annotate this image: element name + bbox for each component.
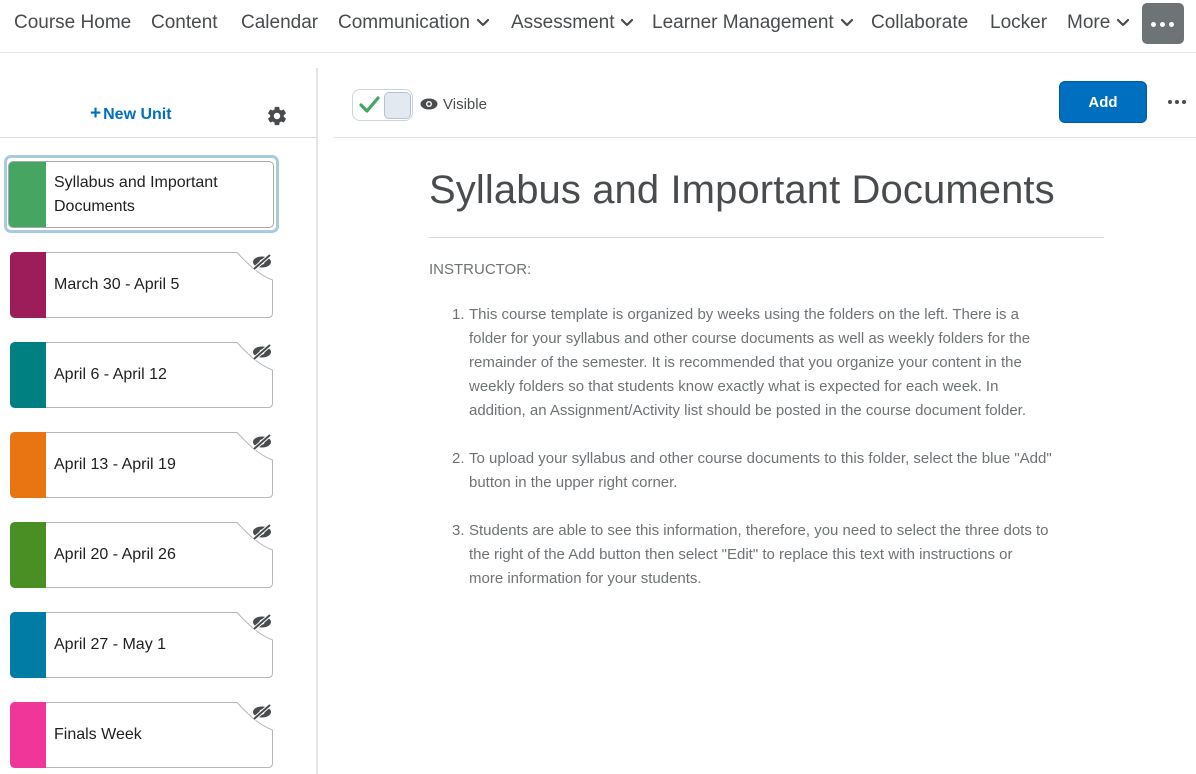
unit-color-stripe: [10, 702, 46, 768]
unit-color-stripe: [10, 522, 46, 588]
eye-slash-icon: [250, 613, 274, 631]
eye-slash-icon: [250, 703, 274, 721]
eye-slash-icon: [250, 523, 274, 541]
unit-label: April 27 - May 1: [54, 636, 167, 653]
unit-color-stripe: [10, 342, 46, 408]
nav-locker[interactable]: [990, 10, 1047, 36]
instruction-line: This course template is organized by weeks using the folders on the left. There is a: [469, 306, 1020, 323]
nav-more[interactable]: [1067, 10, 1130, 36]
ellipsis-icon-dot: [1182, 100, 1186, 104]
add-button-label: Add: [1088, 93, 1118, 111]
more-actions-button[interactable]: [1164, 93, 1190, 109]
instruction-line: remainder of the semester. It is recommended that you organize your content in the: [469, 354, 1022, 371]
nav-label: Collaborate: [871, 12, 969, 33]
instructions-list: [429, 303, 1119, 615]
eye-icon: [420, 97, 438, 111]
eye-slash-icon: [250, 433, 274, 451]
toggle-knob: [384, 92, 411, 119]
instruction-line: Students are able to see this information, therefore, you need to select the three dots to: [469, 522, 1049, 539]
chevron-down-icon: [620, 18, 634, 28]
checkmark-icon: [358, 95, 380, 115]
nav-communication[interactable]: [338, 10, 490, 36]
title-divider: [429, 237, 1104, 238]
eye-slash-icon: [250, 343, 274, 361]
new-unit-button[interactable]: [90, 104, 172, 125]
ellipsis-icon-dot: [1175, 100, 1179, 104]
unit-card-april-13[interactable]: [10, 432, 273, 498]
unit-card-april-20[interactable]: [10, 522, 273, 588]
unit-card-syllabus[interactable]: [8, 161, 274, 228]
unit-label: Finals Week: [54, 726, 142, 743]
unit-label: Syllabus and Important Documents: [54, 173, 218, 215]
sidebar-header-divider: [0, 137, 317, 138]
nav-label: Content: [151, 12, 218, 33]
instruction-line: To upload your syllabus and other course documents to this folder, select the blue "Add": [469, 450, 1052, 467]
nav-label: More: [1067, 12, 1111, 33]
nav-label: Course Home: [14, 12, 132, 33]
nav-label: Calendar: [241, 12, 319, 33]
ellipsis-icon-dot: [1160, 22, 1165, 27]
instructor-label: INSTRUCTOR:: [429, 261, 532, 278]
top-navigation-bar: [0, 0, 1196, 53]
chevron-down-icon: [1116, 18, 1130, 28]
chevron-down-icon: [476, 18, 490, 28]
unit-label: April 6 - April 12: [54, 366, 167, 383]
chevron-down-icon: [840, 18, 854, 28]
nav-label: Locker: [990, 12, 1048, 33]
instruction-item: [429, 303, 1119, 423]
instruction-number: 3.: [452, 522, 465, 539]
nav-label: Assessment: [511, 12, 615, 33]
gear-icon[interactable]: [266, 105, 288, 127]
unit-card-april-6[interactable]: [10, 342, 273, 408]
unit-label: April 13 - April 19: [54, 456, 176, 473]
instruction-line: folder for your syllabus and other course documents as well as weekly folders for the: [469, 330, 1031, 347]
ellipsis-icon: [1168, 100, 1172, 104]
instruction-line: more information for your students.: [469, 570, 702, 587]
sidebar-divider[interactable]: [316, 68, 318, 774]
unit-card-finals-week[interactable]: [10, 702, 273, 768]
plus-icon: +: [90, 103, 102, 124]
nav-course-home[interactable]: [14, 10, 131, 36]
unit-color-stripe: [10, 252, 46, 318]
nav-content[interactable]: [151, 10, 218, 36]
ellipsis-icon: [1151, 22, 1156, 27]
page-title: Syllabus and Important Documents: [429, 168, 1055, 212]
unit-label: March 30 - April 5: [54, 276, 180, 293]
nav-label: Communication: [338, 12, 470, 33]
instruction-number: 1.: [452, 306, 465, 323]
instruction-number: 2.: [452, 450, 465, 467]
instruction-item: [429, 447, 1119, 495]
visibility-label: Visible: [443, 96, 487, 113]
ellipsis-icon-dot: [1169, 22, 1174, 27]
nav-learner-management[interactable]: [652, 10, 854, 36]
eye-slash-icon: [250, 253, 274, 271]
instruction-item: [429, 519, 1119, 591]
instruction-line: the right of the Add button then select "Edit" to replace this text with instructions or: [469, 546, 1013, 563]
unit-label: April 20 - April 26: [54, 546, 176, 563]
new-unit-label: New Unit: [103, 106, 172, 123]
nav-assessment[interactable]: [511, 10, 634, 36]
visibility-toggle[interactable]: [352, 89, 413, 121]
unit-color-stripe: [10, 612, 46, 678]
nav-overflow-button[interactable]: [1142, 3, 1184, 44]
add-button[interactable]: [1059, 81, 1147, 123]
instruction-line: weekly folders so that students know exactly what is expected for each week. In: [469, 378, 999, 395]
instruction-line: button in the upper right corner.: [469, 474, 678, 491]
nav-label: Learner Management: [652, 12, 834, 33]
toolbar-divider: [334, 137, 1196, 138]
nav-collaborate[interactable]: [871, 10, 968, 36]
nav-calendar[interactable]: [241, 10, 318, 36]
unit-card-march-30[interactable]: [10, 252, 273, 318]
unit-color-stripe: [9, 162, 46, 227]
instruction-line: addition, an Assignment/Activity list should be posted in the course document folder.: [469, 402, 1026, 419]
unit-card-april-27[interactable]: [10, 612, 273, 678]
unit-color-stripe: [10, 432, 46, 498]
